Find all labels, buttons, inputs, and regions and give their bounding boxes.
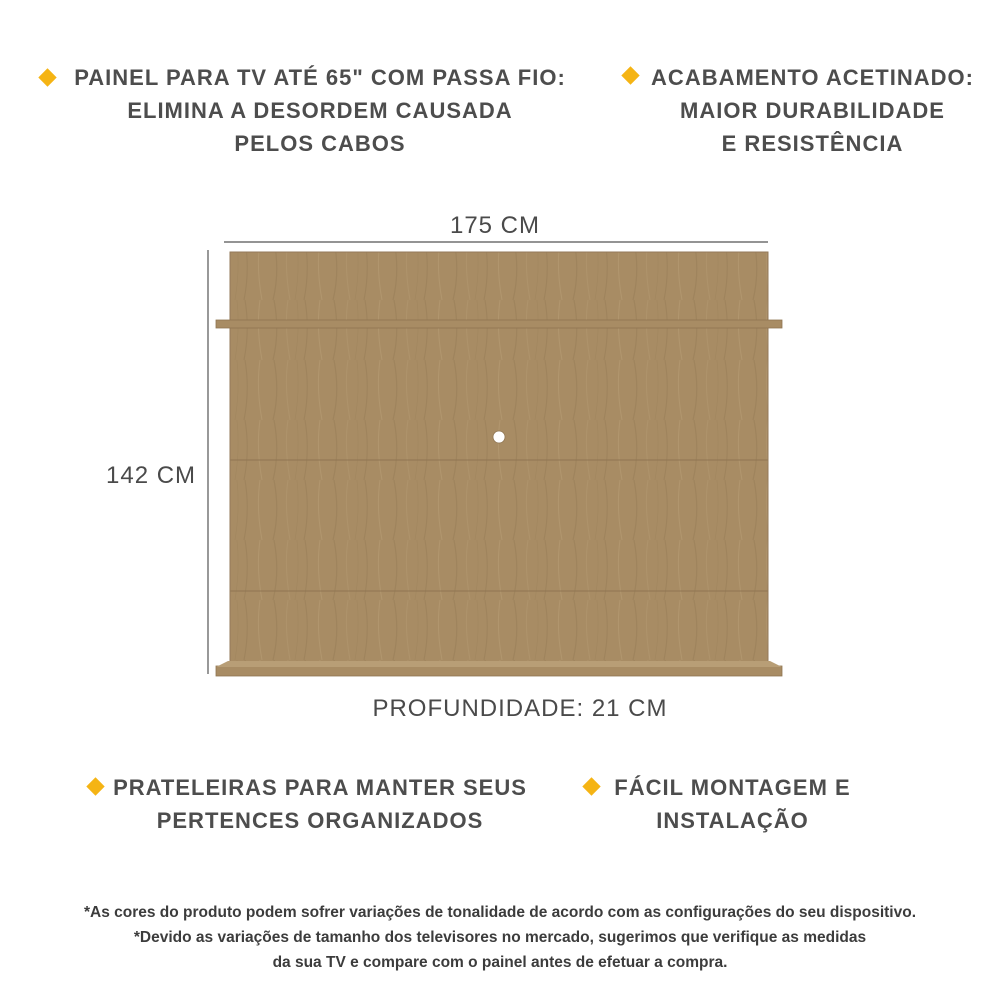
feature-line: ELIMINA A DESORDEM CAUSADA: [127, 98, 513, 123]
footnote-line: da sua TV e compare com o painel antes de efetuar a compra.: [272, 954, 728, 971]
bottom-shelf: [216, 666, 782, 676]
footnotes: [0, 900, 1000, 975]
bottom-shelf-top: [216, 661, 782, 667]
feature-line: INSTALAÇÃO: [656, 808, 809, 833]
feature-easy-assembly: [600, 771, 865, 837]
feature-line: PELOS CABOS: [234, 131, 406, 156]
width-label: 175 CM: [449, 212, 541, 239]
top-shelf-front: [216, 320, 782, 328]
depth-label: PROFUNDIDADE: 21 CM: [372, 695, 668, 722]
feature-line: ACABAMENTO ACETINADO:: [651, 65, 974, 90]
feature-shelves: [110, 771, 530, 837]
feature-line: PAINEL PARA TV ATÉ 65" COM PASSA FIO:: [74, 65, 566, 90]
feature-line: E RESISTÊNCIA: [721, 131, 904, 156]
feature-line: MAIOR DURABILIDADE: [680, 98, 945, 123]
feature-line: FÁCIL MONTAGEM E: [614, 775, 851, 800]
height-label: 142 CM: [106, 462, 197, 489]
footnote-line: *Devido as variações de tamanho dos televisores no mercado, sugerimos que verifique as medidas: [133, 929, 867, 946]
footnote-line: *As cores do produto podem sofrer variações de tonalidade de acordo com as configurações do seu dispositivo.: [83, 904, 917, 921]
cable-hole-icon: [493, 431, 505, 443]
feature-line: PERTENCES ORGANIZADOS: [156, 808, 484, 833]
feature-line: PRATELEIRAS PARA MANTER SEUS: [113, 775, 527, 800]
